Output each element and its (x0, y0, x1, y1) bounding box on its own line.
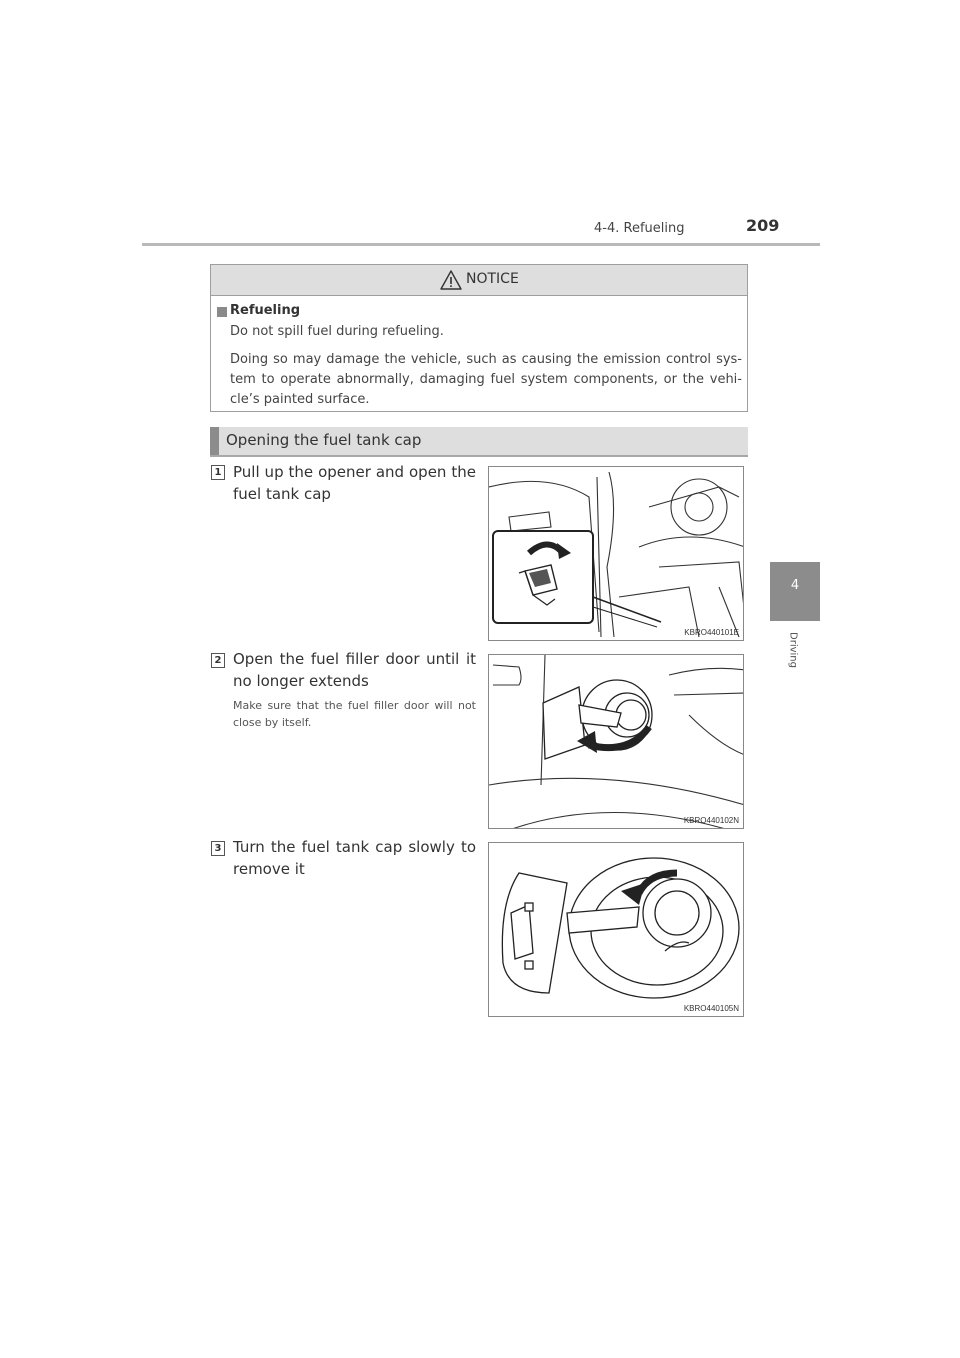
step-number-2: 2 (211, 653, 225, 668)
warning-triangle-icon (440, 270, 462, 290)
notice-heading: Refueling (230, 303, 301, 318)
chapter-tab-label: Driving (787, 632, 799, 668)
notice-line: Do not spill fuel during refueling. (230, 324, 444, 339)
section-title: Opening the fuel tank cap (226, 431, 422, 449)
step-2-text: Open the fuel filler door until it no longer extends (233, 650, 476, 690)
notice-header (211, 265, 747, 296)
fuel-filler-door-illustration (489, 655, 744, 829)
figure-code: KBRO440105N (683, 1004, 739, 1013)
figure-code: KBRO440101E (684, 628, 739, 637)
header-rule (142, 243, 820, 246)
figure-code: KBRO440102N (683, 816, 739, 825)
step-number-1: 1 (211, 465, 225, 480)
fuel-tank-cap-illustration (489, 843, 744, 1017)
page-number: 209 (746, 216, 780, 235)
running-header-section: 4-4. Refueling (594, 221, 685, 236)
fuel-opener-illustration (489, 467, 744, 641)
figure-fuel-opener (488, 466, 744, 641)
step-2-note: Make sure that the fuel filler door will not close by itself. (233, 699, 476, 729)
chapter-tab-number: 4 (790, 578, 800, 593)
figure-fuel-tank-cap (488, 842, 744, 1017)
notice-box (210, 264, 748, 412)
section-heading-bar (210, 427, 219, 455)
notice-title: NOTICE (466, 271, 519, 287)
step-3-text: Turn the fuel tank cap slowly to remove it (233, 838, 476, 878)
step-number-3: 3 (211, 841, 225, 856)
notice-paragraph: Doing so may damage the vehicle, such as causing the emission control sys-tem to operate abnormally, damaging fuel system components, or the vehi-cle’s painted surface. (230, 352, 742, 407)
figure-fuel-filler-door (488, 654, 744, 829)
square-bullet-icon (217, 307, 227, 317)
section-heading (210, 427, 748, 457)
step-1-text: Pull up the opener and open the fuel tank cap (233, 463, 476, 503)
